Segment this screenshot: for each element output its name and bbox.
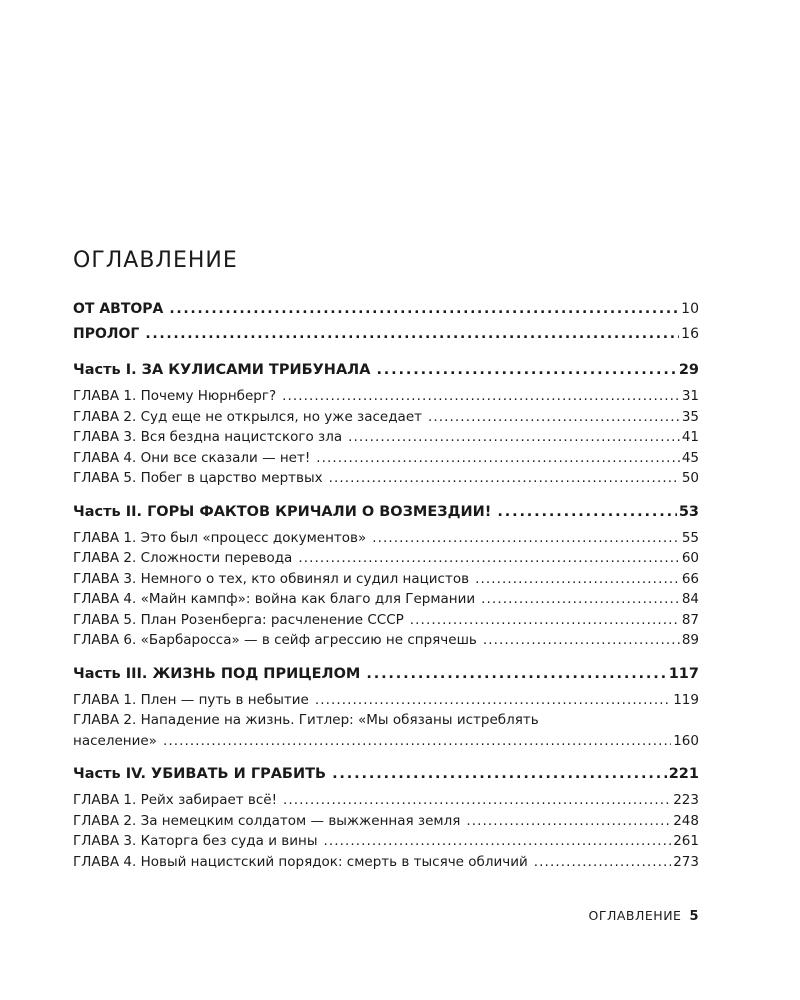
dot-leader: [145, 322, 679, 347]
dot-leader: [329, 468, 680, 489]
dot-leader: [475, 569, 680, 590]
toc-part-label: Часть IV. УБИВАТЬ И ГРАБИТЬ: [73, 766, 327, 782]
toc-part-page: 117: [668, 665, 699, 682]
toc-chapter-label: ГЛАВА 5. План Розенберга: расчленение СССР: [73, 611, 404, 628]
toc-chapter-label: ГЛАВА 2. Суд еще не открылся, но уже заседает: [73, 408, 423, 425]
toc-chapter-label: ГЛАВА 1. Рейх забирает всё!: [73, 792, 278, 808]
toc-chapter-label: ГЛАВА 2. За немецким солдатом — выжженная земля: [73, 812, 461, 829]
toc-chapter: [73, 407, 699, 428]
page-footer: [589, 908, 699, 924]
toc-chapter-line2: [73, 731, 699, 752]
toc-chapter-page: 31: [681, 388, 699, 404]
toc-chapter: [73, 811, 699, 832]
dot-leader: [169, 297, 679, 322]
toc-chapter-label: ГЛАВА 3. Немного о тех, кто обвинял и судил нацистов: [73, 570, 470, 587]
dot-leader: [534, 852, 671, 873]
toc-chapter-page: 41: [681, 429, 699, 445]
toc-chapter-page: 89: [681, 632, 699, 648]
toc-chapter-label: ГЛАВА 2. Сложности перевода: [73, 550, 293, 566]
dot-leader: [163, 731, 671, 752]
toc-entry-label: ПРОЛОГ: [73, 326, 140, 342]
toc-chapter-page: 60: [681, 550, 699, 566]
toc-chapter-label: ГЛАВА 1. Это был «процесс документов»: [73, 529, 367, 546]
table-of-contents: [73, 297, 699, 872]
toc-chapter-page: 55: [681, 529, 699, 546]
toc-chapter-page: 66: [681, 570, 699, 587]
dot-leader: [483, 630, 680, 651]
toc-chapter-page: 50: [681, 470, 699, 486]
toc-chapter-label-line2: население»: [73, 732, 157, 749]
dot-leader: [315, 690, 671, 711]
toc-part-label: Часть I. ЗА КУЛИСАМИ ТРИБУНАЛА: [73, 362, 371, 378]
toc-chapter-page: 45: [681, 449, 699, 466]
toc-part-label: Часть III. ЖИЗНЬ ПОД ПРИЦЕЛОМ: [73, 665, 361, 682]
toc-chapter-label: ГЛАВА 1. Почему Нюрнберг?: [73, 388, 277, 404]
toc-entry-foreword: [73, 297, 699, 322]
toc-chapter: [73, 548, 699, 569]
toc-chapter-label: ГЛАВА 5. Побег в царство мертвых: [73, 470, 323, 486]
spacer: [73, 751, 699, 762]
toc-chapter-label: ГЛАВА 4. Новый нацистский порядок: смерть в тысяче обличий: [73, 853, 528, 870]
dot-leader: [283, 790, 671, 811]
toc-chapter: [73, 589, 699, 610]
toc-chapter-page: 273: [673, 853, 699, 870]
dot-leader: [366, 662, 666, 686]
toc-entry-page: 10: [681, 301, 699, 317]
dot-leader: [372, 528, 680, 549]
toc-part-page: 221: [668, 766, 699, 782]
toc-chapter-multiline: [73, 710, 699, 751]
toc-part-1: [73, 358, 699, 382]
page-number: 5: [689, 909, 699, 924]
toc-chapter-page: 35: [681, 408, 699, 425]
dot-leader: [282, 386, 680, 407]
dot-leader: [348, 427, 680, 448]
toc-chapter: [73, 610, 699, 631]
toc-part-page: 53: [678, 503, 699, 520]
toc-chapter-page: 261: [673, 833, 699, 849]
toc-chapter-label: ГЛАВА 3. Каторга без суда и вины: [73, 833, 318, 849]
toc-part-label: Часть II. ГОРЫ ФАКТОВ КРИЧАЛИ О ВОЗМЕЗДИИ!: [73, 503, 492, 520]
toc-chapter: [73, 790, 699, 811]
toc-chapter: [73, 690, 699, 711]
running-head: ОГЛАВЛЕНИЕ: [588, 908, 682, 923]
toc-chapter-label: ГЛАВА 3. Вся бездна нацистского зла: [73, 429, 343, 445]
toc-part-page: 29: [678, 362, 699, 378]
toc-chapter-label: ГЛАВА 4. «Майн кампф»: война как благо для Германии: [73, 591, 476, 607]
dot-leader: [332, 762, 667, 786]
toc-part-3: [73, 662, 699, 686]
toc-chapter-page: 87: [681, 611, 699, 628]
spacer: [73, 651, 699, 662]
toc-chapter-page: 223: [673, 792, 699, 808]
dot-leader: [497, 500, 676, 524]
toc-chapter: [73, 528, 699, 549]
spacer: [73, 489, 699, 500]
toc-chapter: [73, 386, 699, 407]
dot-leader: [298, 548, 679, 569]
toc-entry-label: ОТ АВТОРА: [73, 301, 164, 317]
spacer: [73, 347, 699, 358]
toc-entry-prologue: [73, 322, 699, 347]
toc-part-4: [73, 762, 699, 786]
toc-entry-page: 16: [681, 326, 699, 342]
toc-chapter-page: 248: [673, 812, 699, 829]
dot-leader: [376, 358, 676, 382]
toc-chapter-page: 160: [673, 732, 699, 749]
toc-chapter: [73, 569, 699, 590]
toc-chapter: [73, 468, 699, 489]
book-page: [73, 0, 699, 1000]
toc-chapter: [73, 852, 699, 873]
toc-chapter-label-line1: ГЛАВА 2. Нападение на жизнь. Гитлер: «Мы обязаны истреблять: [73, 712, 539, 728]
toc-chapter: [73, 427, 699, 448]
toc-chapter: [73, 448, 699, 469]
dot-leader: [428, 407, 680, 428]
toc-chapter-label: ГЛАВА 6. «Барбаросса» — в сейф агрессию не спрячешь: [73, 632, 477, 648]
dot-leader: [481, 589, 680, 610]
toc-part-2: [73, 500, 699, 524]
toc-chapter-page: 84: [681, 591, 699, 607]
dot-leader: [323, 831, 671, 852]
toc-chapter-label: ГЛАВА 4. Они все сказали — нет!: [73, 449, 311, 466]
dot-leader: [466, 811, 671, 832]
dot-leader: [410, 610, 680, 631]
dot-leader: [316, 448, 680, 469]
toc-chapter: [73, 630, 699, 651]
toc-chapter: [73, 831, 699, 852]
page-title: ОГЛАВЛЕНИЕ: [73, 248, 238, 273]
toc-chapter-page: 119: [673, 691, 699, 708]
toc-chapter-label: ГЛАВА 1. Плен — путь в небытие: [73, 691, 309, 708]
